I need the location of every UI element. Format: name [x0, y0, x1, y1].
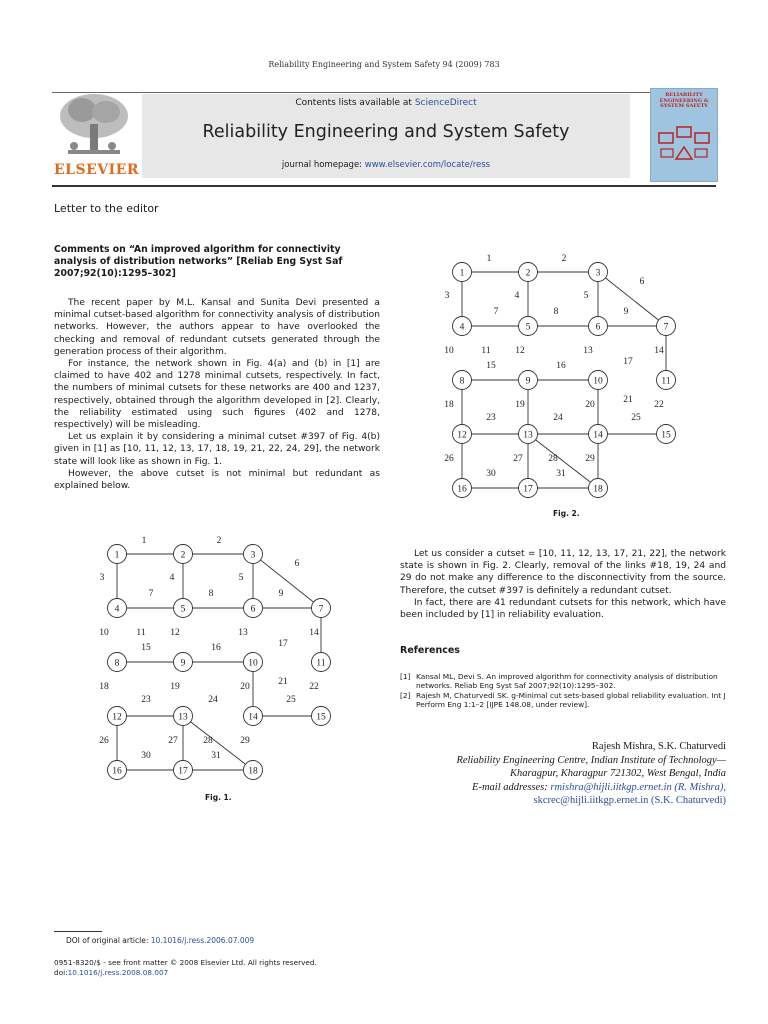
node-label: 14	[248, 712, 258, 723]
link-label: 16	[556, 361, 566, 371]
node-label: 7	[663, 322, 669, 333]
link-label: 27	[513, 454, 523, 464]
homepage-prefix: journal homepage:	[281, 160, 365, 170]
footnote-rule	[54, 931, 102, 932]
link-label: 5	[238, 573, 244, 583]
link-label: 14	[654, 346, 664, 356]
link-label: 23	[141, 695, 151, 705]
footnote	[66, 936, 254, 945]
link-label: 22	[309, 682, 319, 692]
node-label: 10	[248, 658, 258, 669]
link-label: 25	[286, 695, 296, 705]
node-label: 9	[525, 376, 531, 387]
node-label: 16	[457, 484, 467, 495]
node-label: 18	[248, 766, 258, 777]
node-label: 5	[525, 322, 531, 333]
doi-original-link[interactable]: 10.1016/j.ress.2006.07.009	[150, 936, 255, 945]
link-label: 31	[211, 751, 221, 761]
link-label: 3	[99, 573, 105, 583]
journal-cover-thumbnail	[650, 88, 718, 182]
node-label: 1	[459, 268, 465, 279]
article-title: Comments on “An improved algorithm for connectivity analysis of distribution networks” [Reliab Eng Syst Saf 2007;92(10):1295–302]	[54, 244, 343, 279]
node-label: 12	[457, 430, 467, 441]
link-label: 29	[240, 736, 250, 746]
node-label: 14	[593, 430, 603, 441]
email-prefix: E-mail addresses:	[472, 781, 551, 793]
link-label: 11	[136, 628, 146, 638]
link-label: 16	[211, 643, 221, 653]
link-label: 18	[99, 682, 109, 692]
affiliation-line: Kharagpur, Kharagpur 721302, West Bengal, India	[509, 768, 726, 779]
link-label: 21	[623, 395, 633, 405]
link-label: 7	[493, 307, 499, 317]
node-label: 8	[459, 376, 465, 387]
link-label: 17	[278, 639, 288, 649]
node-label: 2	[180, 550, 186, 561]
footnote-prefix: DOI of original article:	[66, 936, 151, 945]
node-label: 3	[595, 268, 601, 279]
link-label: 5	[583, 291, 589, 301]
link-label: 19	[170, 682, 180, 692]
node-label: 4	[114, 604, 120, 615]
link-label: 26	[444, 454, 454, 464]
author-block	[400, 740, 726, 808]
paragraph: Let us consider a cutset = [10, 11, 12, 13, 17, 21, 22], the network state is shown in Fig. 2. Clearly, removal of the links #18, 19, 24 and 29 do not make any difference to the disconnectivity from the source. Therefore, the cutset #397 is definitely a redundant cutset.	[400, 549, 726, 596]
link-label: 26	[99, 736, 109, 746]
paragraph: In fact, there are 41 redundant cutsets for this network, which have been included by [1] in reliability evaluation.	[400, 597, 726, 621]
doi-prefix: doi:	[54, 968, 68, 977]
link-label: 20	[585, 400, 595, 410]
node-label: 18	[593, 484, 603, 495]
reference-text: Kansal ML, Devi S. An improved algorithm for connectivity analysis of distribution networks. Reliab Eng Syst Saf 2007;92(10):1295–302.	[416, 672, 718, 691]
figure-2-network	[440, 250, 685, 500]
link-label: 2	[561, 254, 567, 264]
email-line	[400, 794, 726, 808]
paragraph: Let us explain it by considering a minimal cutset #397 of Fig. 4(b) given in [1] as [10, 11, 12, 13, 17, 18, 19, 21, 22, 24, 29], the network state will look like as shown in Fig. 1.	[54, 432, 380, 467]
reference-item	[400, 672, 726, 691]
author-names: Rajesh Mishra, S.K. Chaturvedi	[591, 741, 726, 752]
paragraph: The recent paper by M.L. Kansal and Sunita Devi presented a minimal cutset-based algorithm for connectivity analysis of distribution networks. However, the authors appear to have overlooked the checking and removal of redundant cutsets generated through the generation process of their algorithm.	[54, 298, 380, 357]
right-body	[400, 548, 726, 621]
doi-link[interactable]: 10.1016/j.ress.2008.08.007	[67, 968, 169, 977]
link-label: 4	[169, 573, 175, 583]
link-label: 14	[309, 628, 319, 638]
link-label: 15	[486, 361, 496, 371]
node-label: 15	[661, 430, 671, 441]
node-label: 6	[250, 604, 256, 615]
paragraph: For instance, the network shown in Fig. 4(a) and (b) in [1] are claimed to have 402 and 1278 minimal cutsets, respectively. In fact, the numbers of minimal cutsets for these networks are 400 and 1237, respectively, obtained through the algorithm developed in [2]. Clearly, the reliability estimated using such figures (402 and 1278, respectively) will be misleading.	[54, 359, 380, 431]
contents-prefix: Contents lists available at	[295, 98, 415, 108]
node-label: 9	[180, 658, 186, 669]
node-label: 7	[318, 604, 324, 615]
link-label: 28	[203, 736, 213, 746]
cover-title: RELIABILITY ENGINEERING & SYSTEM SAFETY	[659, 92, 709, 109]
link-label: 10	[444, 346, 454, 356]
node-label: 11	[316, 658, 326, 669]
link-label: 20	[240, 682, 250, 692]
figure-1-caption: Fig. 1.	[205, 793, 232, 802]
link-label: 8	[208, 589, 214, 599]
running-head: Reliability Engineering and System Safety 94 (2009) 783	[268, 60, 500, 69]
link-label: 30	[141, 751, 151, 761]
link-label: 9	[278, 589, 284, 599]
reference-text: Rajesh M, Chaturvedi SK. g-Minimal cut sets-based global reliability evaluation. Int J Perform Eng 1:1–2 [IJPE 148.08, under review].	[416, 690, 726, 709]
link-label: 28	[548, 454, 558, 464]
link-label: 3	[444, 291, 450, 301]
reference-number: [2]	[400, 690, 411, 700]
node-label: 16	[112, 766, 122, 777]
link-label: 13	[583, 346, 593, 356]
link-label: 8	[553, 307, 559, 317]
node-label: 12	[112, 712, 122, 723]
reference-number: [1]	[400, 672, 411, 681]
cover-art-icon	[651, 89, 717, 181]
node-label: 5	[180, 604, 186, 615]
link-label: 27	[168, 736, 178, 746]
contents-line	[142, 98, 630, 108]
doi-line	[54, 968, 317, 978]
link-label: 7	[148, 589, 154, 599]
link-label: 9	[623, 307, 629, 317]
references-list	[400, 672, 726, 709]
link-label: 6	[639, 277, 645, 287]
link-label: 15	[141, 643, 151, 653]
link-label: 18	[444, 400, 454, 410]
link-label: 6	[294, 559, 300, 569]
email-link[interactable]: skcrec@hijli.iitkgp.ernet.in (S.K. Chaturvedi)	[533, 795, 726, 806]
link-label: 24	[553, 413, 563, 423]
link-label: 25	[631, 413, 641, 423]
link-label: 24	[208, 695, 218, 705]
node-label: 11	[661, 376, 671, 387]
link-label: 29	[585, 454, 595, 464]
figure-1-network	[95, 532, 340, 782]
link-label: 22	[654, 400, 664, 410]
paragraph: However, the above cutset is not minimal but redundant as explained below.	[54, 468, 380, 492]
homepage-link[interactable]: www.elsevier.com/locate/ress	[364, 160, 491, 170]
publisher-name: ELSEVIER	[54, 162, 140, 178]
homepage-line	[142, 160, 630, 170]
link-label: 1	[141, 536, 147, 546]
references-heading: References	[400, 645, 460, 656]
node-label: 6	[595, 322, 601, 333]
node-label: 8	[114, 658, 120, 669]
affiliation-line: Reliability Engineering Centre, Indian Institute of Technology—	[456, 754, 726, 766]
sciencedirect-link[interactable]: ScienceDirect	[414, 98, 477, 108]
journal-banner	[52, 88, 716, 184]
node-label: 4	[459, 322, 465, 333]
node-label: 3	[250, 550, 256, 561]
network-link	[253, 554, 321, 608]
link-label: 11	[481, 346, 491, 356]
email-link[interactable]: rmishra@hijli.iitkgp.ernet.in (R. Mishra),	[550, 781, 726, 793]
node-label: 13	[523, 430, 533, 441]
node-label: 17	[523, 484, 533, 495]
email-line	[400, 781, 726, 795]
link-label: 21	[278, 677, 288, 687]
left-body	[54, 297, 380, 492]
reference-item	[400, 691, 726, 710]
network-link	[598, 272, 666, 326]
node-label: 15	[316, 712, 326, 723]
link-label: 4	[514, 291, 520, 301]
node-label: 10	[593, 376, 603, 387]
banner-panel	[142, 94, 630, 178]
link-label: 1	[486, 254, 492, 264]
node-label: 13	[178, 712, 188, 723]
journal-title: Reliability Engineering and System Safety	[202, 122, 570, 142]
copyright-line: 0951-8320/$ - see front matter © 2008 Elsevier Ltd. All rights reserved.	[54, 958, 317, 967]
link-label: 23	[486, 413, 496, 423]
copyright-block	[54, 958, 317, 978]
link-label: 12	[170, 628, 180, 638]
node-label: 1	[114, 550, 120, 561]
banner-rule	[52, 185, 716, 187]
link-label: 2	[216, 536, 222, 546]
link-label: 30	[486, 469, 496, 479]
link-label: 31	[556, 469, 566, 479]
section-label: Letter to the editor	[54, 202, 159, 215]
link-label: 17	[623, 357, 633, 367]
link-label: 13	[238, 628, 248, 638]
node-label: 17	[178, 766, 188, 777]
link-label: 19	[515, 400, 525, 410]
link-label: 10	[99, 628, 109, 638]
node-label: 2	[525, 268, 531, 279]
link-label: 12	[515, 346, 525, 356]
figure-2-caption: Fig. 2.	[553, 509, 580, 518]
